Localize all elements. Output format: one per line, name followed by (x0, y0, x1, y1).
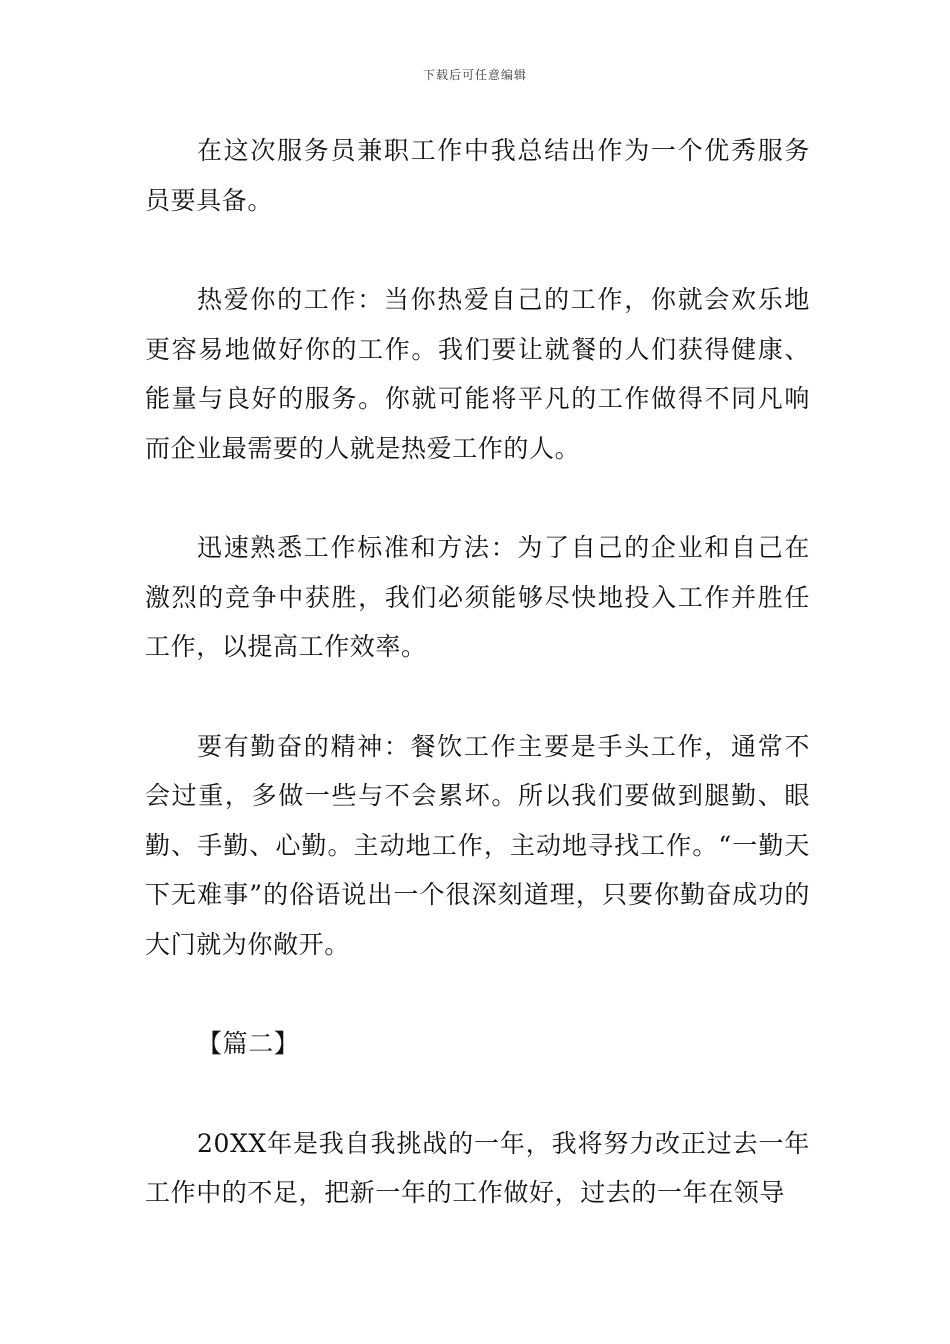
document-body (145, 126, 810, 1268)
paragraph-4: 要有勤奋的精神：餐饮工作主要是手头工作，通常不会过重，多做一些与不会累坏。所以我们要做到腿勤、眼勤、手勤、心勤。主动地工作，主动地寻找工作。“一勤天下无难事”的俗语说出一个很深刻道理，只要你勤奋成功的大门就为你敞开。 (145, 731, 810, 959)
paragraph-5: 20XX年是我自我挑战的一年，我将努力改正过去一年工作中的不足，把新一年的工作做好，过去的一年在领导 (145, 1128, 810, 1207)
header-note: 下载后可任意编辑 (422, 68, 527, 82)
section-heading: 【篇二】 (197, 1029, 300, 1058)
paragraph-3: 迅速熟悉工作标准和方法：为了自己的企业和自己在激烈的竞争中获胜，我们必须能够尽快地投入工作并胜任工作，以提高工作效率。 (145, 533, 810, 661)
paragraph-2: 热爱你的工作：当你热爱自己的工作，你就会欢乐地更容易地做好你的工作。我们要让就餐的人们获得健康、能量与良好的服务。你就可能将平凡的工作做得不同凡响而企业最需要的人就是热爱工作的人。 (145, 285, 810, 463)
paragraph-1: 在这次服务员兼职工作中我总结出作为一个优秀服务员要具备。 (145, 136, 810, 215)
